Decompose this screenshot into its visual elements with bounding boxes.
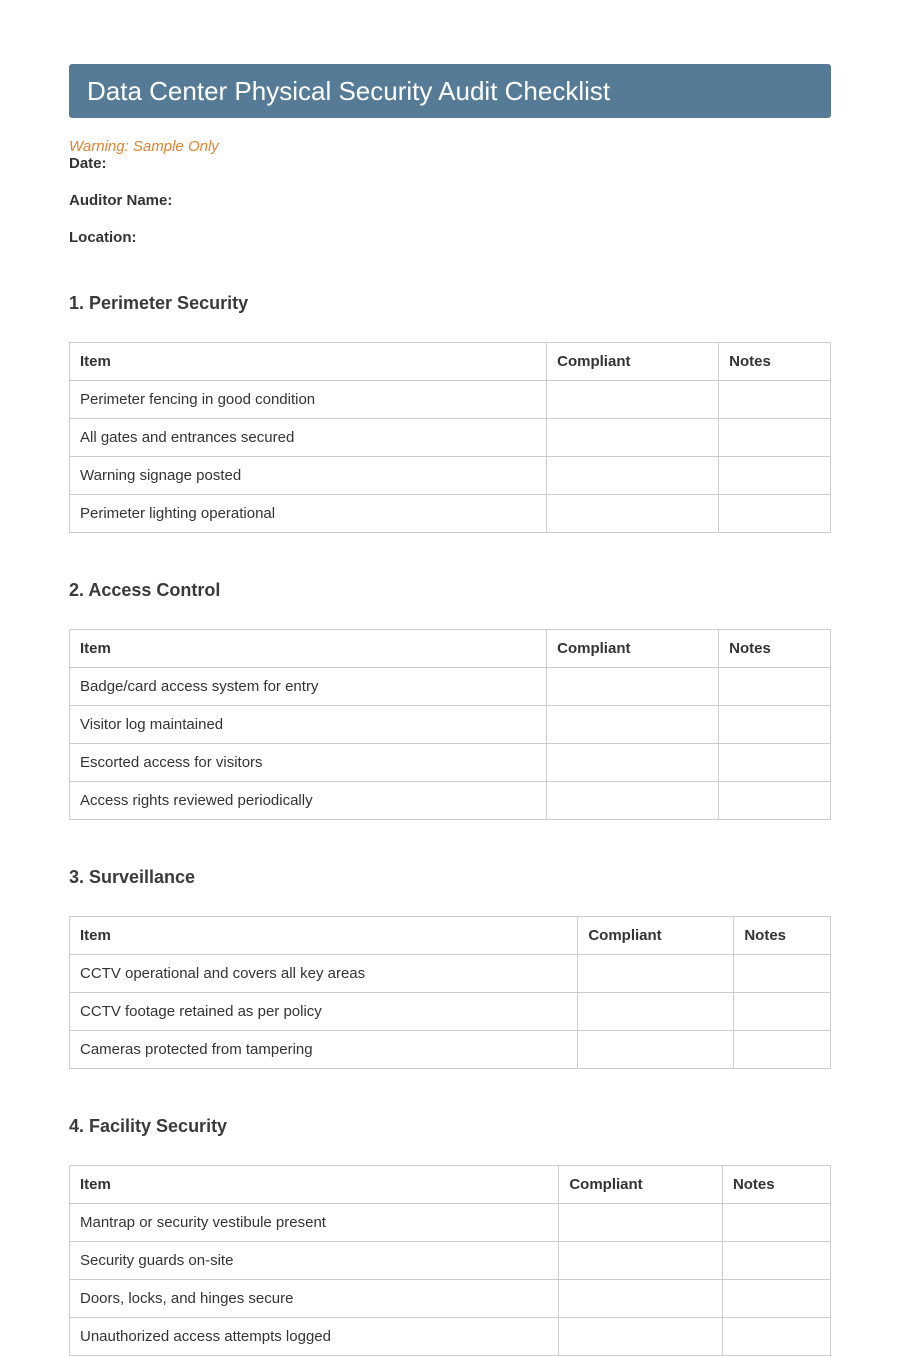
section-heading: 1. Perimeter Security	[69, 293, 249, 313]
compliant-cell	[547, 706, 719, 744]
compliant-cell	[559, 1280, 723, 1318]
item-cell: CCTV operational and covers all key areas	[70, 955, 578, 993]
notes-cell	[719, 419, 831, 457]
table-row	[70, 706, 831, 744]
notes-cell	[734, 1031, 831, 1069]
table-header-row	[70, 630, 831, 668]
compliant-cell	[547, 495, 719, 533]
table-row	[70, 993, 831, 1031]
section-access-control	[69, 580, 831, 820]
notes-cell	[722, 1204, 830, 1242]
item-cell: All gates and entrances secured	[70, 419, 547, 457]
table-row	[70, 457, 831, 495]
item-cell: Cameras protected from tampering	[70, 1031, 578, 1069]
col-header-compliant: Compliant	[547, 630, 719, 668]
col-header-notes: Notes	[722, 1166, 830, 1204]
col-header-item: Item	[70, 630, 547, 668]
table-header-row	[70, 917, 831, 955]
table-row	[70, 419, 831, 457]
warning-text: Warning: Sample Only	[69, 138, 219, 155]
table-header-row	[70, 343, 831, 381]
checklist-table-perimeter-security	[69, 342, 831, 533]
col-header-compliant: Compliant	[559, 1166, 723, 1204]
checklist-table-access-control	[69, 629, 831, 820]
col-header-compliant: Compliant	[547, 343, 719, 381]
compliant-cell	[547, 457, 719, 495]
item-cell: Access rights reviewed periodically	[70, 782, 547, 820]
table-row	[70, 381, 831, 419]
notes-cell	[719, 457, 831, 495]
table-row	[70, 1280, 831, 1318]
document-content	[69, 0, 831, 1356]
compliant-cell	[559, 1204, 723, 1242]
location-label: Location:	[69, 229, 137, 246]
col-header-item: Item	[70, 343, 547, 381]
section-heading: 4. Facility Security	[69, 1116, 228, 1136]
table-row	[70, 1318, 831, 1356]
notes-cell	[719, 782, 831, 820]
section-facility-security	[69, 1116, 831, 1356]
notes-cell	[722, 1280, 830, 1318]
item-cell: Unauthorized access attempts logged	[70, 1318, 559, 1356]
compliant-cell	[578, 955, 734, 993]
checklist-table-facility-security	[69, 1165, 831, 1356]
compliant-cell	[547, 668, 719, 706]
table-row	[70, 1204, 831, 1242]
section-surveillance	[69, 867, 831, 1069]
item-cell: Mantrap or security vestibule present	[70, 1204, 559, 1242]
table-row	[70, 668, 831, 706]
table-row	[70, 782, 831, 820]
col-header-notes: Notes	[719, 343, 831, 381]
table-row	[70, 744, 831, 782]
table-row	[70, 1242, 831, 1280]
compliant-cell	[578, 1031, 734, 1069]
col-header-item: Item	[70, 1166, 559, 1204]
table-header-row	[70, 1166, 831, 1204]
notes-cell	[719, 668, 831, 706]
col-header-compliant: Compliant	[578, 917, 734, 955]
compliant-cell	[547, 744, 719, 782]
item-cell: CCTV footage retained as per policy	[70, 993, 578, 1031]
compliant-cell	[547, 419, 719, 457]
item-cell: Perimeter lighting operational	[70, 495, 547, 533]
item-cell: Security guards on-site	[70, 1242, 559, 1280]
table-row	[70, 1031, 831, 1069]
section-heading: 3. Surveillance	[69, 867, 196, 887]
notes-cell	[734, 993, 831, 1031]
notes-cell	[719, 495, 831, 533]
date-label: Date:	[69, 155, 107, 172]
item-cell: Perimeter fencing in good condition	[70, 381, 547, 419]
section-perimeter-security	[69, 293, 831, 533]
item-cell: Doors, locks, and hinges secure	[70, 1280, 559, 1318]
item-cell: Visitor log maintained	[70, 706, 547, 744]
auditor-name-label: Auditor Name:	[69, 192, 173, 209]
notes-cell	[719, 744, 831, 782]
notes-cell	[719, 706, 831, 744]
page-title: Data Center Physical Security Audit Checklist	[87, 76, 611, 106]
notes-cell	[734, 955, 831, 993]
item-cell: Badge/card access system for entry	[70, 668, 547, 706]
compliant-cell	[559, 1318, 723, 1356]
table-row	[70, 955, 831, 993]
item-cell: Escorted access for visitors	[70, 744, 547, 782]
compliant-cell	[547, 381, 719, 419]
compliant-cell	[547, 782, 719, 820]
section-heading: 2. Access Control	[69, 580, 221, 600]
item-cell: Warning signage posted	[70, 457, 547, 495]
notes-cell	[719, 381, 831, 419]
compliant-cell	[559, 1242, 723, 1280]
col-header-item: Item	[70, 917, 578, 955]
notes-cell	[722, 1318, 830, 1356]
checklist-table-surveillance	[69, 916, 831, 1069]
table-row	[70, 495, 831, 533]
notes-cell	[722, 1242, 830, 1280]
col-header-notes: Notes	[719, 630, 831, 668]
compliant-cell	[578, 993, 734, 1031]
col-header-notes: Notes	[734, 917, 831, 955]
document-title-bar	[69, 64, 831, 118]
